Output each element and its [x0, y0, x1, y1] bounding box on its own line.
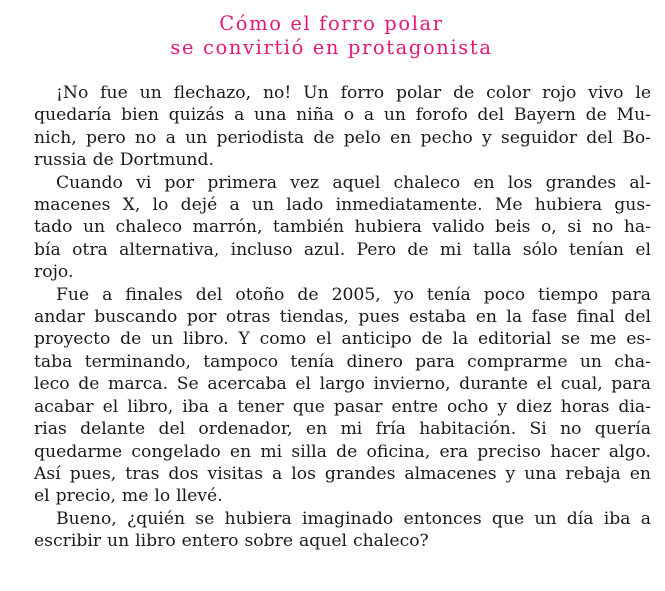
text-line: el precio, me lo llevé.	[34, 486, 223, 507]
chapter-title	[12, 12, 651, 60]
text-line: proyecto de un libro. Y como el anticipo de la editorial se me es-	[34, 329, 651, 350]
text-line: Así pues, tras dos visitas a los grandes almacenes y una rebaja en	[34, 463, 651, 484]
chapter-body	[12, 82, 651, 553]
text-line: russia de Dortmund.	[34, 150, 214, 171]
paragraph-1	[12, 82, 651, 172]
text-line: Fue a finales del otoño de 2005, yo tenía poco tiempo para	[56, 284, 651, 305]
paragraph-4	[12, 508, 651, 553]
text-line: acabar el libro, iba a tener que pasar entre ocho y diez horas dia-	[34, 396, 651, 417]
text-line: andar buscando por otras tiendas, pues estaba en la fase final del	[34, 307, 651, 328]
text-line: tado un chaleco marrón, también hubiera valido beis o, si no ha-	[34, 217, 651, 238]
text-line: nich, pero no a un periodista de pelo en pecho y seguidor del Bo-	[34, 127, 651, 148]
text-line: escribir un libro entero sobre aquel chaleco?	[34, 531, 429, 552]
paragraph-3	[12, 284, 651, 508]
text-line: Bueno, ¿quién se hubiera imaginado entonces que un día iba a	[56, 508, 651, 529]
text-line: quedaría bien quizás a una niña o a un forofo del Bayern de Mu-	[34, 105, 651, 126]
text-line: rias delante del ordenador, en mi fría habitación. Si no quería	[34, 419, 651, 440]
text-line: quedarme congelado en mi silla de oficina, era preciso hacer algo.	[34, 441, 651, 462]
text-line: leco de marca. Se acercaba el largo invierno, durante el cual, para	[34, 374, 651, 395]
text-line: bía otra alternativa, incluso azul. Pero de mi talla sólo tenían el	[34, 239, 651, 260]
chapter-title-line-2: se convirtió en protagonista	[170, 36, 493, 59]
text-line: macenes X, lo dejé a un lado inmediatamente. Me hubiera gus-	[34, 195, 651, 216]
text-line: Cuando vi por primera vez aquel chaleco en los grandes al-	[56, 172, 651, 193]
chapter-title-line-1: Cómo el forro polar	[219, 12, 444, 35]
text-line: ¡No fue un flechazo, no! Un forro polar de color rojo vivo le	[56, 83, 651, 103]
text-line: rojo.	[34, 262, 74, 283]
paragraph-2	[12, 172, 651, 284]
text-line: taba terminando, tampoco tenía dinero para comprarme un cha-	[34, 351, 651, 372]
